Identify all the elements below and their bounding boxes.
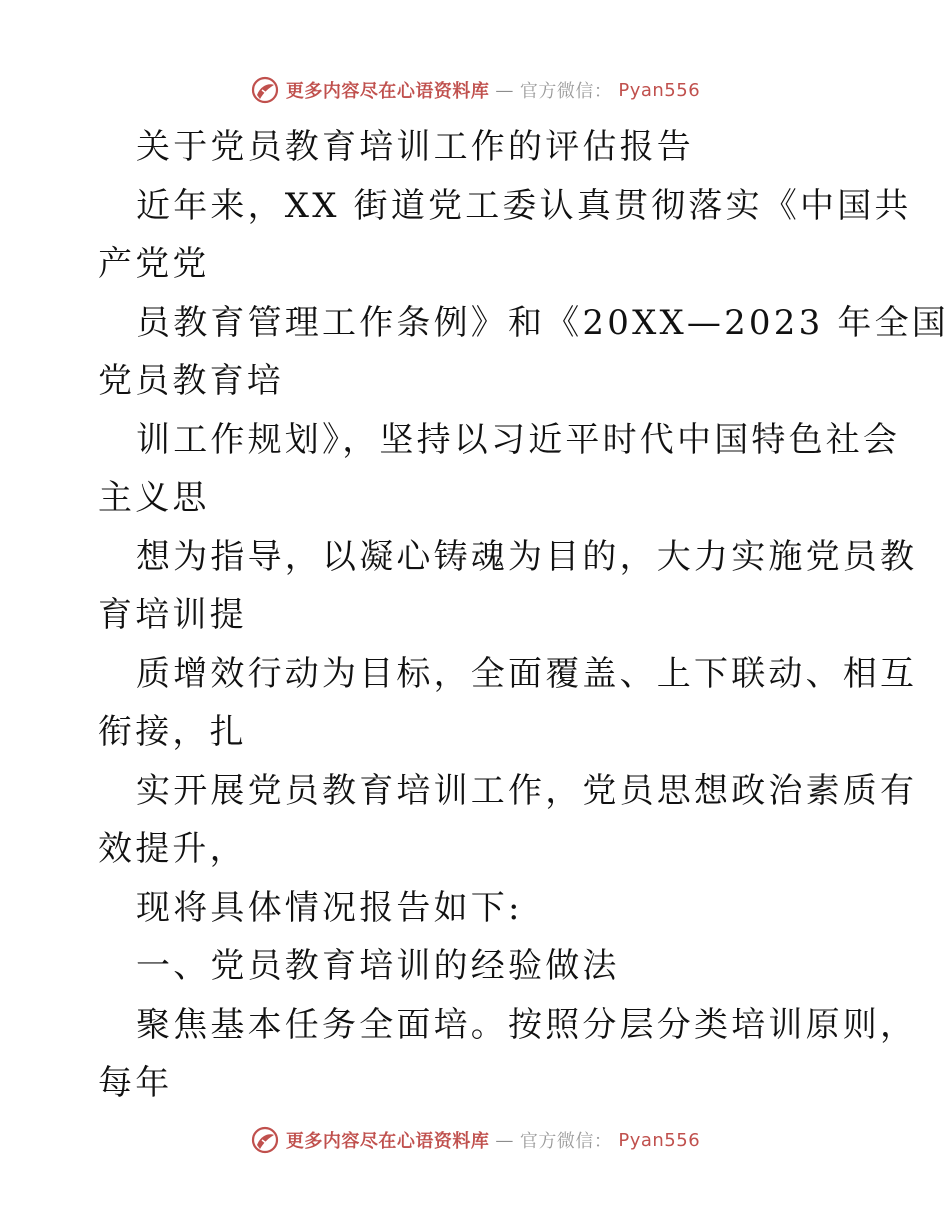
- watermark-main-text: 更多内容尽在心语资料库: [285, 1131, 490, 1152]
- watermark-id: Pyan556: [618, 79, 701, 101]
- paragraph-line: 衔接，扎: [98, 712, 247, 752]
- watermark-footer: [0, 1122, 950, 1158]
- paragraph-line: 训工作规划》，坚持以习近平时代中国特色社会: [136, 419, 901, 460]
- paragraph-line: 聚焦基本任务全面培。按照分层分类培训原则，: [136, 1004, 918, 1045]
- paragraph-line: 每年: [98, 1063, 173, 1103]
- paragraph-line: 质增效行动为目标，全面覆盖、上下联动、相互: [136, 653, 918, 694]
- ribbon-logo-icon: [250, 75, 280, 105]
- paragraph-line: 效提升，: [98, 829, 247, 869]
- paragraph-line: 实开展党员教育培训工作，党员思想政治素质有: [136, 770, 918, 811]
- watermark-dash: —: [495, 1129, 514, 1151]
- paragraph-line: 员教育管理工作条例》和《20XX—2023 年全国: [136, 302, 950, 343]
- watermark-header: [0, 72, 950, 108]
- paragraph-line: 近年来，XX 街道党工委认真贯彻落实《中国共: [136, 185, 912, 226]
- paragraph-line: 主义思: [98, 478, 210, 518]
- watermark-sub-text: 官方微信：: [519, 81, 613, 102]
- watermark-sub-text: 官方微信：: [519, 1131, 613, 1152]
- paragraph-line: 党员教育培: [98, 361, 284, 401]
- ribbon-logo-icon: [250, 1125, 280, 1155]
- paragraph-line: 育培训提: [98, 595, 247, 635]
- paragraph-line: 产党党: [98, 244, 210, 284]
- section-heading: 一、党员教育培训的经验做法: [136, 946, 620, 986]
- watermark-id: Pyan556: [618, 1129, 701, 1151]
- document-body: [98, 118, 950, 1113]
- watermark-dash: —: [495, 79, 514, 101]
- paragraph-line: 想为指导，以凝心铸魂为目的，大力实施党员教: [136, 536, 918, 577]
- watermark-main-text: 更多内容尽在心语资料库: [285, 81, 490, 102]
- paragraph-line: 现将具体情况报告如下:: [136, 887, 523, 928]
- document-title: 关于党员教育培训工作的评估报告: [136, 127, 694, 167]
